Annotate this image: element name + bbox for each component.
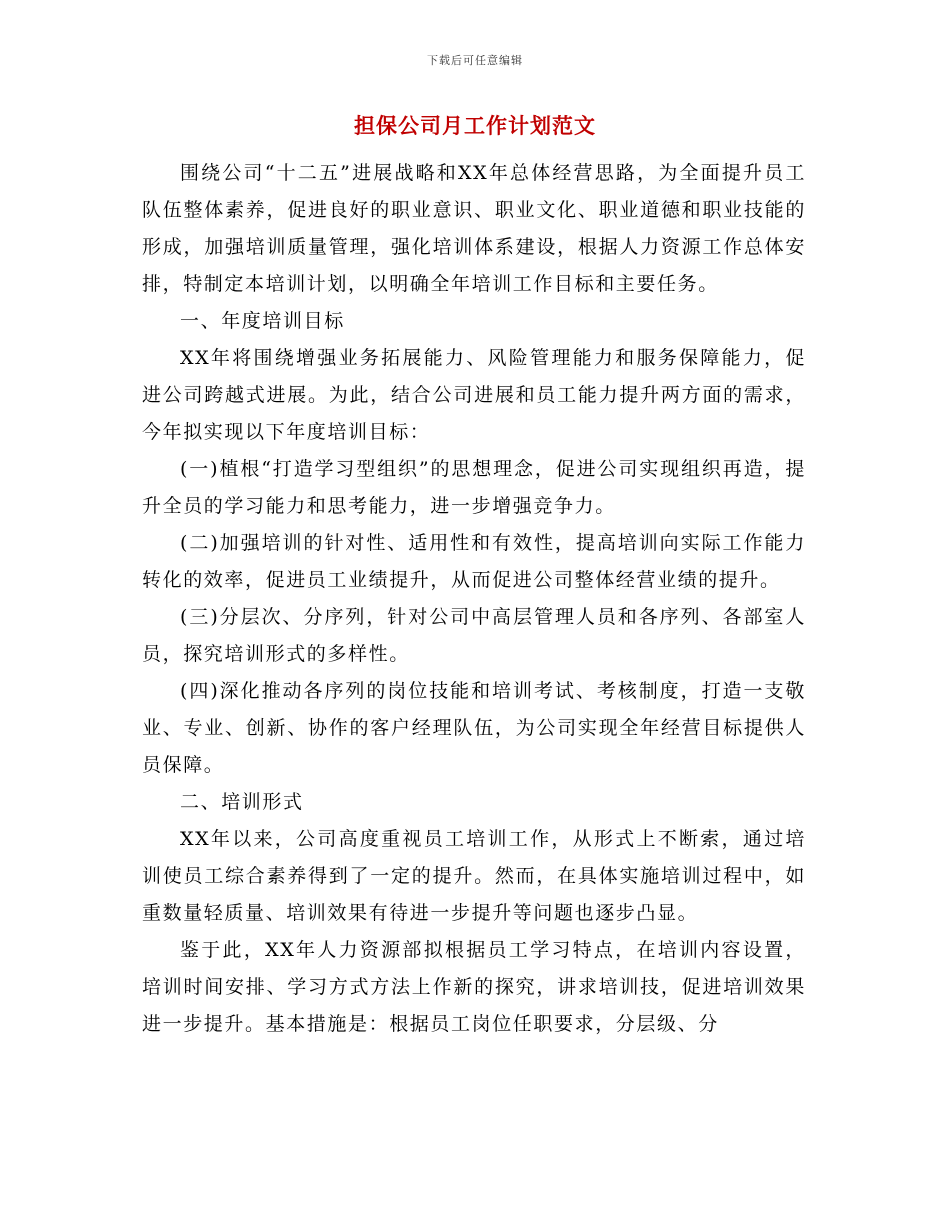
goal-item-3: (三)分层次、分序列，针对公司中高层管理人员和各序列、各部室人员，探究培训形式的多样性。 <box>142 606 806 665</box>
document-title: 担保公司月工作计划范文 <box>354 113 596 138</box>
goal-item-4: (四)深化推动各序列的岗位技能和培训考试、考核制度，打造一支敬业、专业、创新、协作的客户经理队伍，为公司实现全年经营目标提供人员保障。 <box>142 680 806 776</box>
document-body <box>142 155 806 1043</box>
paragraph-training-history: XX年以来，公司高度重视员工培训工作，从形式上不断索，通过培训使员工综合素养得到了一定的提升。然而，在具体实施培训过程中，如重数量轻质量、培训效果有待进一步提升等问题也逐步凸显。 <box>142 828 806 924</box>
section-heading-annual-goals: 一、年度培训目标 <box>180 310 345 332</box>
paragraph-training-measures: 鉴于此，XX年人力资源部拟根据员工学习特点，在培训内容设置，培训时间安排、学习方式方法上作新的探究，讲求培训技，促进培训效果进一步提升。基本措施是：根据员工岗位任职要求，分层级、分 <box>142 939 806 1035</box>
download-note: 下载后可任意编辑 <box>427 54 523 67</box>
paragraph-intro: 围绕公司“十二五”进展战略和XX年总体经营思路，为全面提升员工队伍整体素养，促进良好的职业意识、职业文化、职业道德和职业技能的形成，加强培训质量管理，强化培训体系建设，根据人力资源工作总体安排，特制定本培训计划，以明确全年培训工作目标和主要任务。 <box>142 162 806 295</box>
goal-item-1: (一)植根“打造学习型组织”的思想理念，促进公司实现组织再造，提升全员的学习能力和思考能力，进一步增强竞争力。 <box>142 458 806 517</box>
goal-item-2: (二)加强培训的针对性、适用性和有效性，提高培训向实际工作能力转化的效率，促进员工业绩提升，从而促进公司整体经营业绩的提升。 <box>142 532 806 591</box>
section-heading-training-form: 二、培训形式 <box>180 791 304 813</box>
paragraph-annual-goals: XX年将围绕增强业务拓展能力、风险管理能力和服务保障能力，促进公司跨越式进展。为此，结合公司进展和员工能力提升两方面的需求，今年拟实现以下年度培训目标： <box>142 347 806 443</box>
